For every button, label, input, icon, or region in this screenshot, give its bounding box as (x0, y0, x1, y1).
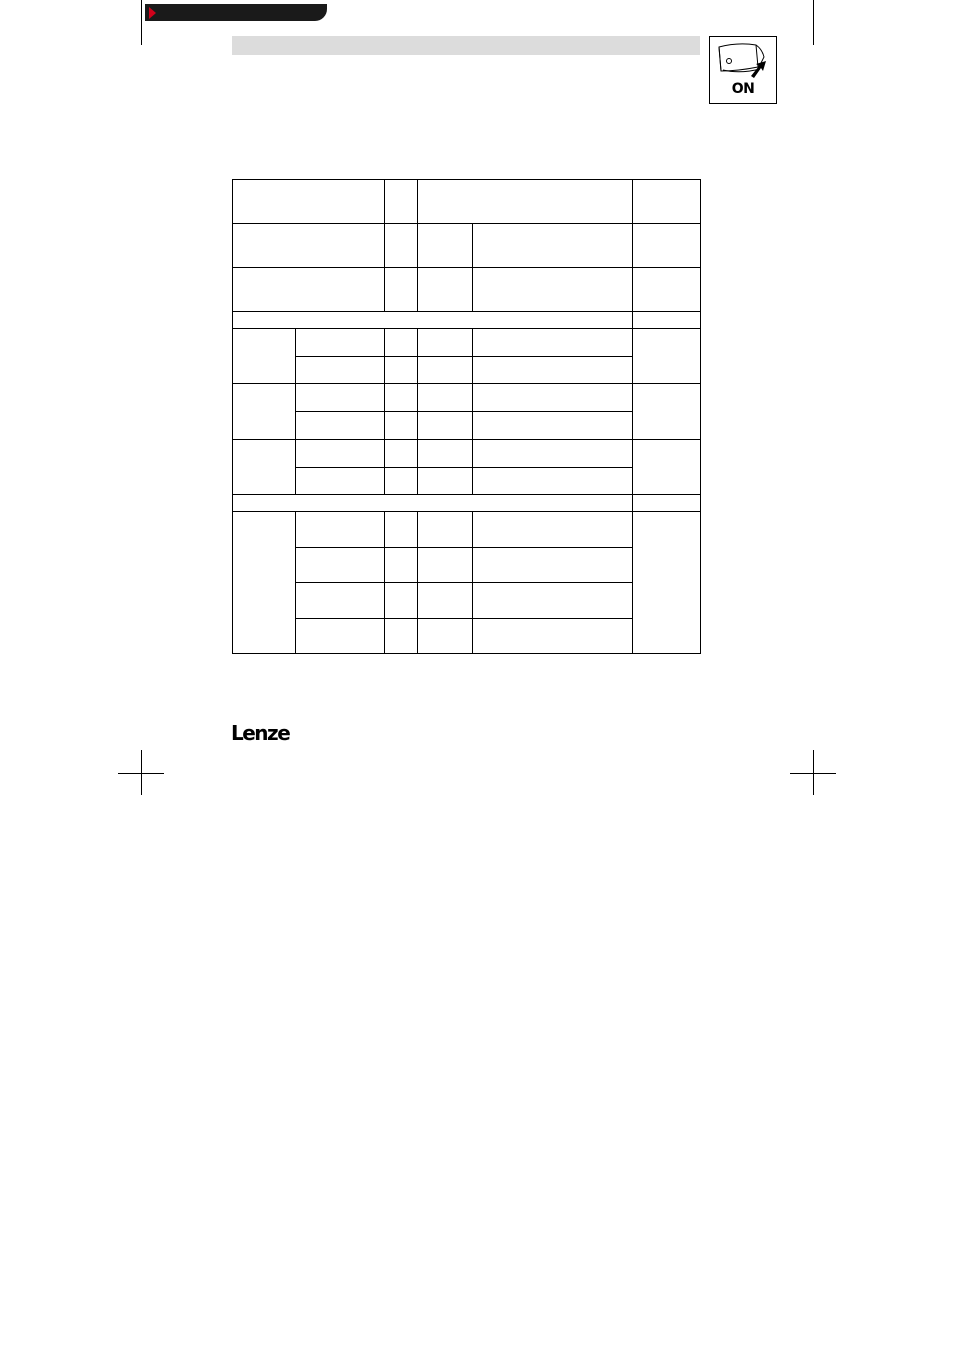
section-title-bar (232, 36, 700, 55)
table-row (233, 440, 701, 468)
table-row (233, 468, 701, 495)
power-switch-pictogram (709, 36, 777, 104)
table-cell (633, 440, 701, 495)
table-cell (233, 312, 633, 329)
table-cell (473, 583, 633, 619)
table-cell (385, 268, 418, 312)
table-cell (473, 548, 633, 583)
tab-arrow-icon (149, 7, 156, 19)
table-row (233, 412, 701, 440)
table-group-cell (233, 329, 296, 384)
table-cell (473, 440, 633, 468)
table-cell (385, 440, 418, 468)
crop-mark-top-right (813, 0, 814, 45)
table-row (233, 329, 701, 357)
crop-mark-bottom-left-h (118, 773, 164, 774)
table-cell (473, 224, 633, 268)
table-cell (385, 357, 418, 384)
table-row (233, 357, 701, 384)
table-cell (473, 619, 633, 654)
crop-mark-bottom-right-h (790, 773, 836, 774)
table-cell (296, 512, 385, 548)
table-cell (385, 224, 418, 268)
table-cell (233, 224, 385, 268)
table-row (233, 548, 701, 583)
table-cell (296, 329, 385, 357)
table-cell (296, 440, 385, 468)
table-cell (473, 329, 633, 357)
table-cell (233, 180, 385, 224)
table-cell (418, 357, 473, 384)
table-cell (296, 583, 385, 619)
table-cell (473, 384, 633, 412)
table-cell (385, 412, 418, 440)
table-row (233, 384, 701, 412)
table-cell (633, 268, 701, 312)
table-cell (633, 312, 701, 329)
table-cell (473, 357, 633, 384)
table-header-row (233, 180, 701, 224)
switch-on-label: ON (731, 81, 755, 97)
table-cell (385, 512, 418, 548)
table-cell (296, 468, 385, 495)
table-cell (385, 619, 418, 654)
table-cell (633, 180, 701, 224)
table-cell (385, 180, 418, 224)
table-cell (418, 548, 473, 583)
parameter-table (232, 179, 701, 654)
table-cell (633, 384, 701, 440)
table-cell (385, 329, 418, 357)
table-cell (473, 268, 633, 312)
table-cell (385, 548, 418, 583)
table-row (233, 512, 701, 548)
table-subheader-row (233, 495, 701, 512)
table-group-cell (233, 384, 296, 440)
rocker-switch-icon (710, 37, 776, 85)
table-cell (633, 224, 701, 268)
table-cell (418, 268, 473, 312)
table-cell (296, 548, 385, 583)
table-cell (296, 412, 385, 440)
table-cell (633, 329, 701, 384)
lenze-logo: Lenze (231, 721, 290, 745)
table-cell (385, 468, 418, 495)
table-cell (418, 329, 473, 357)
table-group-cell (233, 512, 296, 654)
table-group-cell (233, 440, 296, 495)
table-cell (418, 619, 473, 654)
table-cell (418, 583, 473, 619)
table-cell (418, 224, 473, 268)
table-cell (633, 495, 701, 512)
table-row (233, 224, 701, 268)
table-cell (233, 495, 633, 512)
table-cell (418, 180, 633, 224)
table-cell (233, 268, 385, 312)
table-cell (418, 440, 473, 468)
section-tab (145, 4, 327, 21)
table-row (233, 268, 701, 312)
table-cell (418, 412, 473, 440)
table-row (233, 583, 701, 619)
table-cell (473, 412, 633, 440)
table-cell (296, 357, 385, 384)
table-cell (385, 583, 418, 619)
table-row (233, 619, 701, 654)
table-cell (473, 468, 633, 495)
table-cell (418, 512, 473, 548)
table-cell (418, 384, 473, 412)
table-cell (473, 512, 633, 548)
table-cell (418, 468, 473, 495)
table-cell (296, 619, 385, 654)
table-cell (633, 512, 701, 654)
table-subheader-row (233, 312, 701, 329)
table-cell (385, 384, 418, 412)
table-cell (296, 384, 385, 412)
crop-mark-top-left (141, 0, 142, 45)
